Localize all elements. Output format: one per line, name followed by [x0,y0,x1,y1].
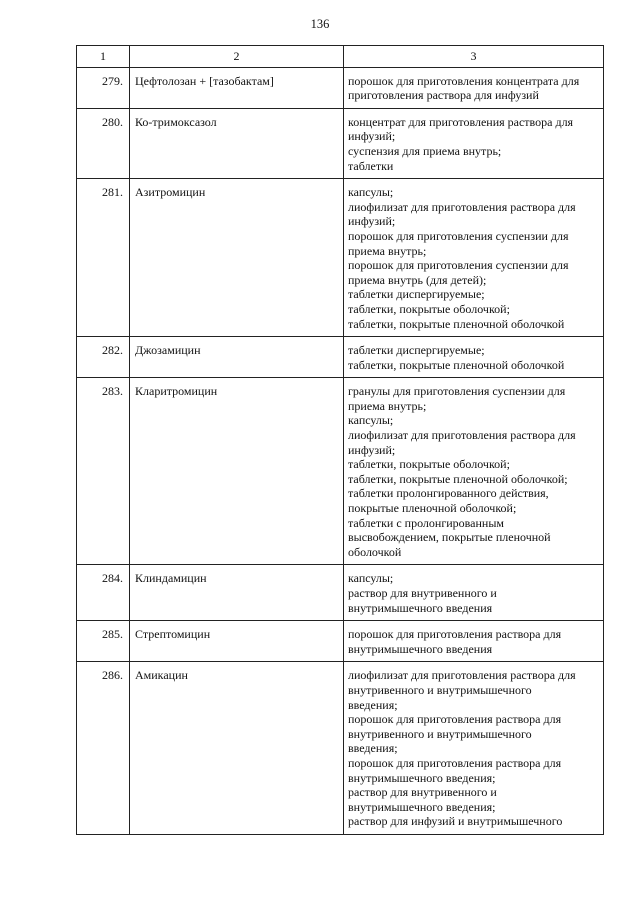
dosage-forms [344,621,604,662]
table-row [77,662,604,835]
dosage-form-line: таблетки, покрытые пленочной оболочкой [348,357,565,372]
dosage-form-line: таблетки, покрытые оболочкой; [348,457,510,472]
dosage-forms [344,662,604,835]
dosage-form-line: порошок для приготовления раствора для [348,712,562,727]
dosage-form-line: порошок для приготовления суспензии для [348,258,569,273]
page-number: 136 [310,17,330,31]
dosage-forms [344,378,604,565]
row-number: 284. [77,565,130,621]
table-row [77,67,604,108]
dosage-form-line: порошок для приготовления раствора для [348,627,562,642]
table-row [77,621,604,662]
dosage-form-line: покрытые пленочной оболочкой; [348,501,517,516]
row-number: 281. [77,179,130,337]
dosage-form-line: таблетки диспергируемые; [348,287,485,302]
drug-name: Амикацин [130,662,344,835]
table-header-row [77,46,604,68]
drug-name: Стрептомицин [130,621,344,662]
dosage-form-line: инфузий; [348,129,396,144]
dosage-form-line: таблетки пролонгированного действия, [348,486,549,501]
dosage-form-line: капсулы; [348,413,394,428]
column-header-3: 3 [344,46,604,68]
dosage-form-line: введения; [348,741,398,756]
column-header-1: 1 [77,46,130,68]
dosage-form-line: концентрат для приготовления раствора для [348,114,574,129]
drug-table [76,45,604,835]
dosage-form-line: лиофилизат для приготовления раствора для [348,428,576,443]
table-row [77,378,604,565]
dosage-form-line: лиофилизат для приготовления раствора для [348,199,576,214]
dosage-form-line: внутримышечного введения; [348,799,496,814]
row-number: 282. [77,337,130,378]
row-number: 279. [77,67,130,108]
dosage-form-line: порошок для приготовления раствора для [348,755,562,770]
dosage-form-line: капсулы; [348,571,394,586]
dosage-forms [344,67,604,108]
dosage-form-line: введения; [348,697,398,712]
table-row [77,337,604,378]
drug-name: Клиндамицин [130,565,344,621]
drug-name: Ко-тримоксазол [130,108,344,178]
dosage-form-line: внутривенного и внутримышечного [348,726,532,741]
dosage-form-line: раствор для внутривенного и [348,586,497,600]
dosage-form-line: инфузий; [348,214,396,229]
dosage-form-line: гранулы для приготовления суспензии для [348,384,566,399]
row-number: 283. [77,378,130,565]
dosage-form-line: приема внутрь; [348,398,427,413]
column-header-2: 2 [130,46,344,68]
drug-name: Джозамицин [130,337,344,378]
dosage-form-line: порошок для приготовления суспензии для [348,228,569,243]
dosage-form-line: раствор для внутривенного и [348,785,497,800]
dosage-forms [344,179,604,337]
dosage-form-line: внутримышечного введения [348,641,493,656]
table-row [77,108,604,178]
dosage-form-line: таблетки, покрытые оболочкой; [348,301,510,316]
dosage-form-line: оболочкой [348,544,402,559]
dosage-form-line: внутримышечного введения; [348,770,496,785]
table-row [77,565,604,621]
dosage-form-line: высвобождением, покрытые пленочной [348,530,551,545]
dosage-form-line: приготовления раствора для инфузий [348,88,539,103]
dosage-form-line: порошок для приготовления концентрата для [348,73,580,88]
row-number: 285. [77,621,130,662]
dosage-form-line: капсулы; [348,185,394,200]
row-number: 280. [77,108,130,178]
dosage-form-line: приема внутрь (для детей); [348,272,487,287]
dosage-forms [344,108,604,178]
dosage-form-line: таблетки с пролонгированным [348,515,505,530]
dosage-form-line: таблетки, покрытые пленочной оболочкой [348,316,565,331]
dosage-forms [344,565,604,621]
dosage-form-line: приема внутрь; [348,243,427,258]
table-row [77,179,604,337]
drug-name: Кларитромицин [130,378,344,565]
dosage-form-line: раствор для инфузий и внутримышечного [348,814,563,829]
dosage-form-line: внутривенного и внутримышечного [348,682,532,697]
drug-name: Азитромицин [130,179,344,337]
dosage-form-line: таблетки, покрытые пленочной оболочкой; [348,471,568,486]
dosage-form-line: таблетки [348,158,394,173]
dosage-form-line: внутримышечного введения [348,600,493,615]
dosage-forms [344,337,604,378]
dosage-form-line: суспензия для приема внутрь; [348,143,502,158]
dosage-form-line: лиофилизат для приготовления раствора для [348,668,576,683]
row-number: 286. [77,662,130,835]
dosage-form-line: таблетки диспергируемые; [348,343,485,358]
dosage-form-line: инфузий; [348,442,396,457]
drug-name: Цефтолозан + [тазобактам] [130,67,344,108]
